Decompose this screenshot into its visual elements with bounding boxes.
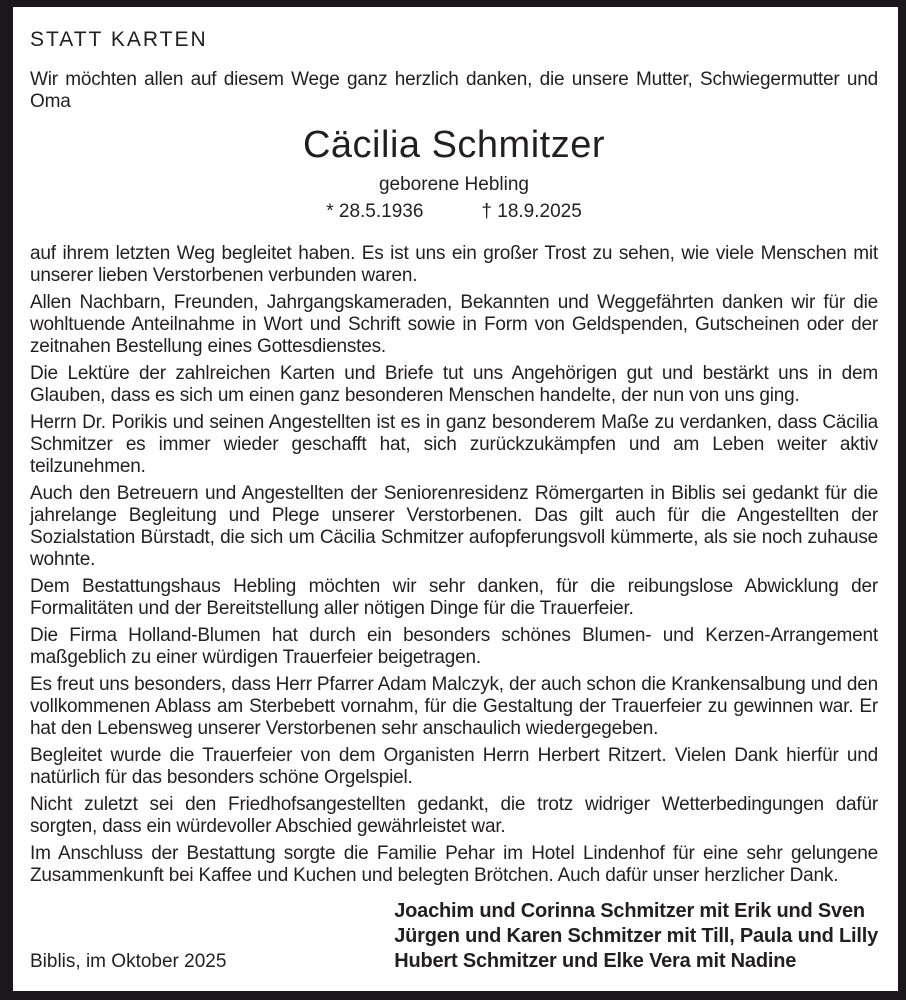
death-date-value: 18.9.2025 — [497, 201, 582, 222]
paragraph-florist-thanks: Die Firma Holland-Blumen hat durch ein besonders schönes Blumen- und Kerzen-Arrangement maßgeblich zu einer würdigen Trauerfeier beigetragen. — [30, 625, 878, 668]
death-date — [481, 200, 581, 224]
family-line: Hubert Schmitzer und Elke Vera mit Nadine — [394, 950, 797, 972]
death-cross-icon: † — [481, 201, 492, 222]
family-signatures — [394, 899, 878, 974]
birth-date — [326, 200, 423, 224]
paragraph-hotel-thanks: Im Anschluss der Bestattung sorgte die Familie Pehar im Hotel Lindenhof für eine sehr gelungene Zusammenkunft bei Kaffee und Kuchen und belegten Brötchen. Auch dafür unser herzlicher Dank. — [30, 843, 878, 886]
paragraph-neighbors-thanks: Allen Nachbarn, Freunden, Jahrgangskameraden, Bekannten und Weggefährten danken wir für die wohltuende Anteilnahme in Wort und Schrift sowie in Form von Geldspenden, Gutscheinen oder der zeitnahen Bestellung eines Gottesdienstes. — [30, 292, 878, 357]
birth-star-icon: * — [326, 201, 334, 222]
statt-karten-label: STATT KARTEN — [30, 28, 208, 51]
deceased-name: Cäcilia Schmitzer — [302, 124, 606, 166]
maiden-name: geborene Hebling — [378, 174, 529, 195]
paragraph-cemetery-staff-thanks: Nicht zuletzt sei den Friedhofsangestellten gedankt, die trotz widriger Wetterbedingungen dafür sorgten, dass ein würdevoller Abschied gewährleistet war. — [30, 794, 878, 837]
paragraph-care-home-thanks: Auch den Betreuern und Angestellten der Seniorenresidenz Römergarten in Biblis sei gedankt für die jahrelange Begleitung und Plege unserer Verstorbenen. Das gilt auch für die Angestellten der Sozialstation Bürstadt, die sich um Cäcilia Schmitzer aufopferungsvoll kümmerte, als sie noch zuhause wohnte. — [30, 483, 878, 570]
thank-you-paragraphs — [30, 243, 878, 887]
paragraph-organist-thanks: Begleitet wurde die Trauerfeier von dem Organisten Herrn Herbert Ritzert. Vielen Dank hierfür und natürlich für das besonders schöne Orgelspiel. — [30, 745, 878, 788]
intro-text: Wir möchten allen auf diesem Wege ganz herzlich danken, die unsere Mutter, Schwiegermutter und Oma — [30, 69, 878, 112]
place-and-date: Biblis, im Oktober 2025 — [30, 951, 227, 972]
life-dates — [30, 200, 878, 224]
obituary-notice — [13, 7, 898, 991]
paragraph-priest-thanks: Es freut uns besonders, dass Herr Pfarrer Adam Malczyk, der auch schon die Krankensalbung und den vollkommenen Ablass am Sterbebett vornahm, für die Gestaltung der Trauerfeier zu gewinnen war. Er hat den Lebensweg unserer Verstorbenen sehr anschaulich wiedergegeben. — [30, 674, 878, 739]
notice-footer — [30, 899, 878, 974]
paragraph-funeral-home-thanks: Dem Bestattungshaus Hebling möchten wir sehr danken, für die reibungslose Abwicklung der Formalitäten und der Bereitstellung aller nötigen Dinge für die Trauerfeier. — [30, 576, 878, 619]
birth-date-value: 28.5.1936 — [338, 201, 424, 222]
paragraph-last-way: auf ihrem letzten Weg begleitet haben. Es ist uns ein großer Trost zu sehen, wie viele Menschen mit unserer lieben Verstorbenen verbunden waren. — [30, 243, 878, 286]
family-line: Joachim und Corinna Schmitzer mit Erik und Sven — [394, 900, 865, 922]
family-line: Jürgen und Karen Schmitzer mit Till, Paula und Lilly — [394, 925, 878, 947]
paragraph-doctor-thanks: Herrn Dr. Porikis und seinen Angestellten ist es in ganz besonderem Maße zu verdanken, dass Cäcilia Schmitzer es immer wieder geschafft hat, sich zurückzukämpfen und am Leben weiter aktiv teilzunehmen. — [30, 412, 878, 477]
paragraph-cards-letters: Die Lektüre der zahlreichen Karten und Briefe tut uns Angehörigen gut und bestärkt uns in dem Glauben, dass es sich um einen ganz besonderen Menschen handelte, der nun von uns ging. — [30, 363, 878, 406]
